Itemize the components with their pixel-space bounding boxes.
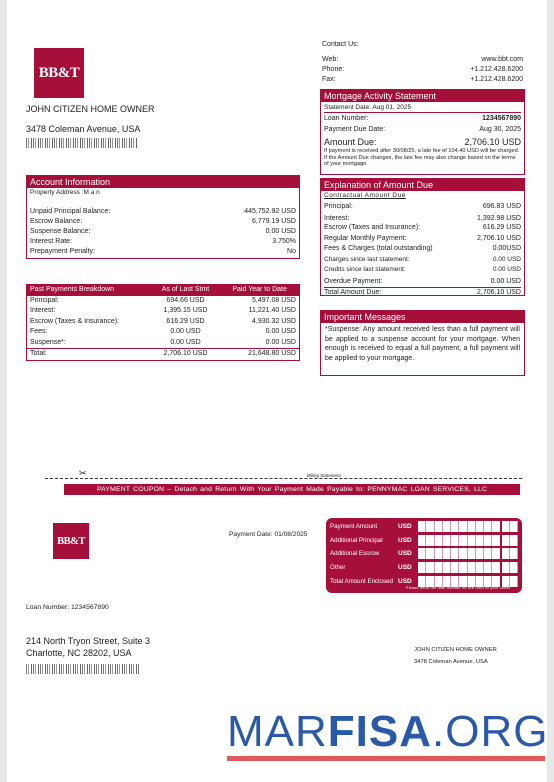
row-last: 694.66 USD: [166, 296, 205, 304]
watermark-part-2: FISA: [327, 707, 433, 756]
currency-label: USD: [398, 550, 412, 558]
currency-label: USD: [398, 577, 412, 585]
account-info-title: Account Information: [27, 176, 299, 188]
account-row-value: 6,779.19 USD: [252, 218, 296, 225]
principal-value: 696.83 USD: [482, 203, 521, 210]
late-fee-note: If payment is received after 30/08/25, a late fee of 104.40 USD will be charged. If the Amount Due changes, the late fee may also change based on the terms of your mortgage.: [324, 148, 520, 168]
loan-number-label: Loan Number:: [324, 115, 369, 122]
coupon-loan-number: Loan Number: 1234567890: [26, 604, 109, 611]
total-due-label: Total Amount Due:: [324, 289, 382, 296]
row-last: 616.29 USD: [166, 317, 205, 325]
table-total-row: [27, 349, 299, 360]
account-row-label: Prepayment Penalty:: [30, 248, 95, 255]
watermark-part-1: MAR: [227, 707, 328, 756]
scissors-icon: ✂: [79, 468, 87, 478]
digit-cell: [451, 521, 459, 532]
table-row: [27, 327, 299, 338]
escrow-label: Escrow (Taxes and Insurance):: [324, 224, 421, 231]
total-label: Total:: [30, 350, 47, 357]
digit-cell: [418, 562, 426, 573]
digit-cell: [443, 562, 451, 573]
watermark-dot: .: [432, 707, 446, 756]
table-row: [27, 306, 299, 317]
payment-form: [326, 518, 522, 593]
phone-label: Phone:: [322, 66, 345, 73]
row-ytd: 0.00 USD: [265, 338, 296, 346]
account-row-label: Suspense Balance:: [30, 228, 91, 235]
account-row-label: Interest Rate:: [30, 238, 73, 245]
regular-payment-value: 2,706.10 USD: [477, 235, 521, 242]
digit-cell: [426, 562, 434, 573]
total-last: 2,706.10 USD: [163, 350, 208, 357]
digit-cell: [451, 535, 459, 546]
digit-cell: [468, 548, 476, 559]
digit-cell: [435, 548, 443, 559]
digit-cell: [443, 535, 451, 546]
payment-field-label: Additional Escrow: [330, 550, 380, 558]
col-last-stmt: As of Last Stmt: [151, 285, 221, 296]
contact-block: [322, 40, 523, 85]
col-breakdown: Past Payments Breakdown: [27, 285, 151, 296]
messages-body: *Suspense: Any amount received less than a full payment will be applied to a suspense account for your mortgage. When enough is received to equal a full payment, a full payment will be applied to your mortgage.: [325, 326, 520, 362]
total-due-value: 2,706.10 USD: [477, 289, 521, 296]
overdue-value: 0.00 USD: [490, 278, 521, 285]
row-label: Fees:: [30, 328, 48, 335]
statement-date: Statement Date: Aug 01, 2025: [324, 103, 521, 113]
bank-address-line-1: 214 North Tryon Street, Suite 3: [26, 636, 151, 646]
coupon-customer-name: JOHN CITIZEN HOME OWNER: [414, 647, 497, 653]
row-last: 1,395.15 USD: [163, 307, 208, 314]
currency-label: USD: [398, 564, 412, 572]
payment-field-label: Additional Principal: [330, 536, 383, 544]
row-label: Suspense*:: [30, 338, 66, 346]
contact-title: Contact Us:: [322, 41, 359, 48]
digit-cell: [502, 535, 510, 546]
payment-field-label: Other: [330, 564, 346, 572]
due-date-label: Payment Due Date:: [324, 126, 386, 133]
bank-logo: BB&T: [34, 48, 84, 98]
row-ytd: 0.00 USD: [265, 328, 296, 335]
digit-cell: [492, 548, 501, 559]
account-row-value: No: [287, 248, 296, 255]
payment-amount-input[interactable]: [418, 521, 518, 532]
past-payments-header: [27, 285, 299, 296]
digit-cell: [510, 576, 518, 587]
credits-value: 0.00 USD: [492, 266, 521, 273]
digit-cell: [484, 521, 492, 532]
account-row-value: 0.00 USD: [265, 228, 296, 235]
digit-cell: [476, 562, 484, 573]
activity-statement-box: [320, 89, 525, 175]
customer-address: 3478 Coleman Avenue, USA: [26, 124, 141, 134]
account-rows: [30, 207, 296, 257]
digit-cell: [468, 562, 476, 573]
site-watermark: [227, 708, 548, 756]
digit-cell: [510, 521, 518, 532]
fax-number: +1.212.428.6200: [470, 76, 523, 83]
loan-number: 1234567890: [482, 115, 521, 122]
digit-cell: [459, 535, 467, 546]
digit-cell: [418, 521, 426, 532]
web-label: Web:: [322, 56, 339, 63]
table-row: [27, 338, 299, 349]
digit-cell: [502, 562, 510, 573]
account-row-label: Unpaid Principal Balance:: [30, 208, 111, 215]
payment-form-row: [326, 534, 522, 548]
table-row: [27, 296, 299, 307]
digit-cell: [443, 521, 451, 532]
interest-label: Interest:: [324, 215, 350, 222]
digit-cell: [492, 521, 501, 532]
payment-field-label: Payment Amount: [330, 523, 378, 531]
digit-cell: [468, 521, 476, 532]
past-payments-table: [26, 284, 300, 361]
digit-cell: [451, 548, 459, 559]
payment-form-row: [326, 520, 522, 534]
digit-cell: [502, 548, 510, 559]
web-link[interactable]: www.bbt.com: [481, 56, 523, 63]
table-row: [27, 317, 299, 328]
amount-due: 2,706.10 USD: [464, 137, 521, 147]
explanation-title: Explanation of Amount Due: [321, 179, 524, 191]
digit-cell: [484, 535, 492, 546]
regular-payment-label: Regular Monthly Payment:: [324, 235, 407, 242]
credits-label: Credits since last statement:: [324, 266, 406, 273]
digit-cell: [459, 548, 467, 559]
payment-form-row: [326, 547, 522, 561]
total-ytd: 21,648.80 USD: [248, 350, 296, 357]
digit-cell: [435, 562, 443, 573]
escrow-value: 616.29 USD: [482, 224, 521, 231]
digit-cell: [510, 535, 518, 546]
digit-cell: [492, 562, 501, 573]
account-row-label: Escrow Balance:: [30, 218, 83, 225]
digit-cell: [476, 535, 484, 546]
remit-barcode: [26, 664, 140, 674]
digit-cell: [451, 562, 459, 573]
interest-value: 1,392.98 USD: [477, 215, 521, 222]
account-info-box: [26, 175, 300, 259]
fax-label: Fax:: [322, 76, 336, 83]
phone-number: +1.212.428.6200: [470, 66, 523, 73]
charges-label: Charges since last statement:: [324, 256, 410, 263]
payment-form-rows: [326, 518, 522, 588]
cut-line: [45, 478, 522, 479]
payment-form-row: [326, 561, 522, 575]
row-ytd: 5,497.08 USD: [252, 296, 296, 304]
payment-date: Payment Date: 01/08/2025: [229, 531, 308, 538]
coupon-logo: BB&T: [53, 523, 89, 559]
digit-cell: [426, 548, 434, 559]
digit-cell: [418, 535, 426, 546]
fees-label: Fees & Charges (total outstanding): [324, 245, 433, 252]
amount-due-label: Amount Due:: [324, 137, 377, 147]
digit-cell: [502, 521, 510, 532]
watermark-underline: [227, 756, 545, 761]
row-label: Principal:: [30, 296, 59, 304]
row-ytd: 11,221.40 USD: [248, 307, 296, 314]
digit-cell: [468, 535, 476, 546]
digit-cell: [426, 521, 434, 532]
overdue-label: Overdue Payment:: [324, 278, 383, 285]
digit-cell: [443, 548, 451, 559]
account-row-value: 3.750%: [272, 238, 296, 245]
messages-title: Important Messages: [321, 311, 524, 323]
row-last: 0.00 USD: [170, 338, 201, 346]
messages-box: [320, 310, 525, 376]
payment-amount-input[interactable]: [418, 548, 518, 559]
digit-cell: [484, 548, 492, 559]
watermark-part-3: ORG: [445, 707, 549, 756]
col-ytd: Paid Year to Date: [220, 285, 299, 296]
statement-page: [7, 0, 547, 782]
payment-amount-input[interactable]: [418, 535, 518, 546]
payment-amount-input[interactable]: [418, 562, 518, 573]
digit-cell: [435, 521, 443, 532]
explanation-subtitle: Contractual Amount Due: [324, 192, 406, 199]
customer-name: JOHN CITIZEN HOME OWNER: [26, 104, 155, 114]
row-label: Interest:: [30, 307, 56, 314]
coupon-customer-address: 3478 Coleman Avenue, USA: [414, 659, 488, 665]
digit-cell: [476, 548, 484, 559]
digit-cell: [459, 521, 467, 532]
fees-value: 0.00USD: [492, 245, 521, 252]
payment-field-label: Total Amount Enclosed: [330, 577, 393, 585]
digit-cell: [459, 562, 467, 573]
row-label: Escrow (Taxes & Insurance):: [30, 317, 120, 325]
row-last: 0.00 USD: [170, 328, 201, 335]
bank-address-line-2: Charlotte, NC 28202, USA: [26, 648, 132, 658]
charges-value: 0.00 USD: [492, 256, 521, 263]
digit-cell: [418, 548, 426, 559]
explanation-box: [320, 178, 525, 296]
digit-cell: [435, 535, 443, 546]
due-date: Aug 30, 2025: [479, 126, 521, 133]
digit-cell: [476, 521, 484, 532]
activity-statement-title: Mortgage Activity Statement: [321, 90, 524, 102]
digit-cell: [510, 562, 518, 573]
digit-cell: [484, 562, 492, 573]
property-address: Property Address :M a n: [30, 189, 100, 196]
account-row-value: 445,752.92 USD: [244, 208, 296, 215]
row-ytd: 4,930.32 USD: [252, 317, 296, 325]
currency-label: USD: [398, 523, 412, 531]
digit-cell: [426, 535, 434, 546]
digit-cell: [492, 535, 501, 546]
principal-label: Principal:: [324, 203, 353, 210]
coupon-banner: PAYMENT COUPON – Detach and Return With Your Payment Made Payable to: PENNYMAC LOAN SERVICES, LLC: [64, 484, 520, 495]
currency-label: USD: [398, 536, 412, 544]
cut-label: Billing Statement: [307, 473, 341, 478]
digit-cell: [510, 548, 518, 559]
form-footnote: Please write the loan number on the front of your check: [406, 586, 511, 590]
postal-barcode: [26, 138, 138, 148]
